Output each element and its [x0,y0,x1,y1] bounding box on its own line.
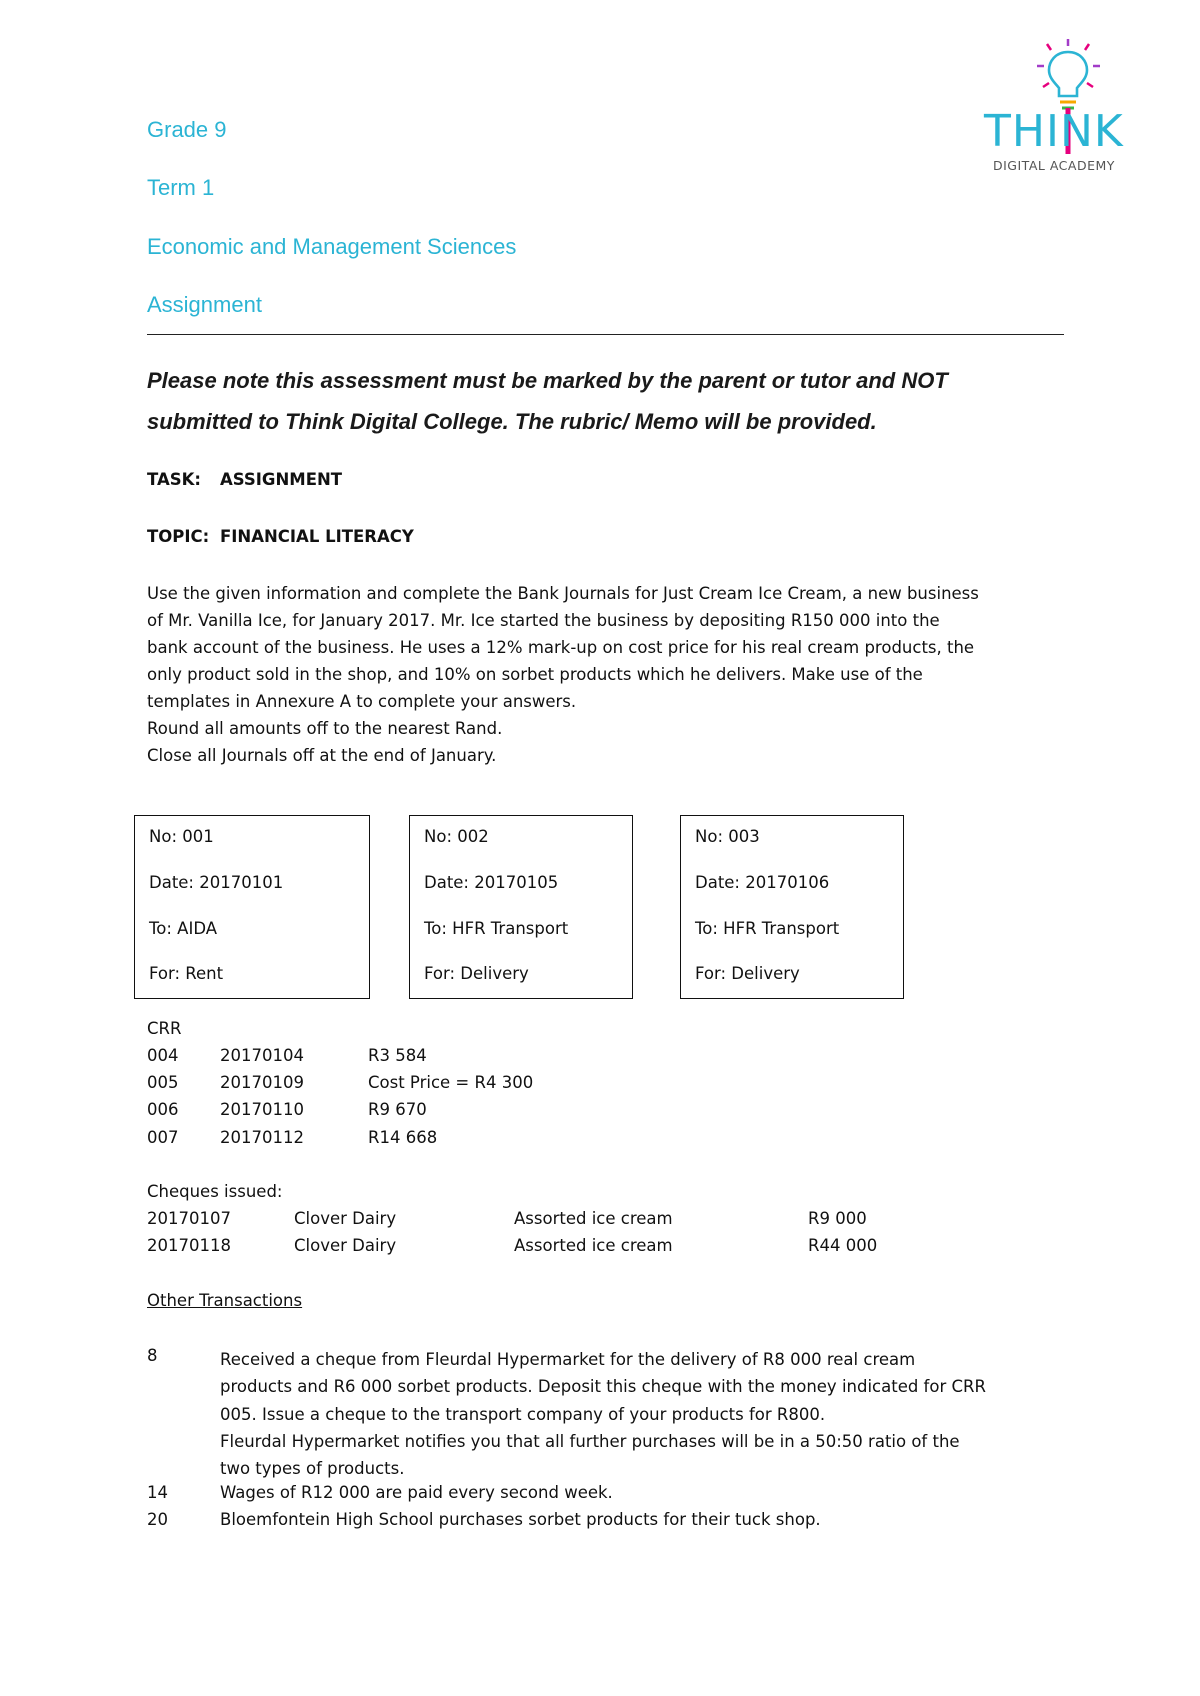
voucher-box-001 [134,815,370,999]
cheque-amount: R44 000 [808,1236,878,1255]
crr-number: 007 [147,1128,179,1147]
voucher-no: No: 001 [149,827,214,846]
voucher-to: To: HFR Transport [695,919,840,938]
crr-amount: Cost Price = R4 300 [368,1073,534,1092]
header-type: Assignment [147,292,262,317]
crr-date: 20170104 [220,1046,304,1065]
cheques-title: Cheques issued: [147,1182,283,1201]
crr-number: 005 [147,1073,179,1092]
instruction-line: templates in Annexure A to complete your answers. [147,692,577,711]
topic-value: FINANCIAL LITERACY [220,527,414,546]
transaction-line: Wages of R12 000 are paid every second week. [220,1483,613,1502]
voucher-for: For: Rent [149,964,224,983]
header-term: Term 1 [147,175,215,200]
voucher-to: To: AIDA [149,919,218,938]
voucher-box-002 [409,815,633,999]
cheque-date: 20170118 [147,1236,231,1255]
transaction-line: products and R6 000 sorbet products. Deposit this cheque with the money indicated for CRR [220,1377,986,1397]
transaction-text [220,1346,1070,1482]
voucher-date: Date: 20170105 [424,873,559,892]
header-subject: Economic and Management Sciences [147,234,517,259]
task-value: ASSIGNMENT [220,470,343,489]
transaction-day: 20 [147,1510,168,1529]
voucher-box-003 [680,815,904,999]
instruction-line: bank account of the business. He uses a 12% mark-up on cost price for his real cream products, the [147,638,975,657]
topic-label: TOPIC: [147,527,210,546]
voucher-to: To: HFR Transport [424,919,569,938]
voucher-date: Date: 20170101 [149,873,284,892]
crr-date: 20170110 [220,1100,304,1119]
transaction-line: two types of products. [220,1459,405,1479]
cheque-payee: Clover Dairy [294,1236,397,1255]
instruction-line: Use the given information and complete the Bank Journals for Just Cream Ice Cream, a new business [147,584,979,603]
instruction-line: Round all amounts off to the nearest Rand. [147,719,503,738]
voucher-for: For: Delivery [424,964,529,983]
voucher-date: Date: 20170106 [695,873,830,892]
crr-amount: R9 670 [368,1100,427,1119]
crr-title: CRR [147,1019,182,1038]
header-grade: Grade 9 [147,117,227,142]
header-divider [147,334,1064,335]
crr-date: 20170109 [220,1073,304,1092]
voucher-no: No: 002 [424,827,489,846]
logo-subtitle: DIGITAL ACADEMY [993,158,1115,173]
instruction-line: of Mr. Vanilla Ice, for January 2017. Mr. Ice started the business by depositing R150 000 into the [147,611,940,630]
task-label: TASK: [147,470,202,489]
crr-amount: R3 584 [368,1046,427,1065]
think-logo [975,36,1145,186]
crr-number: 004 [147,1046,179,1065]
transaction-line: 005. Issue a cheque to the transport company of your products for R800. [220,1404,826,1424]
crr-amount: R14 668 [368,1128,438,1147]
cheque-amount: R9 000 [808,1209,867,1228]
logo-word: THINK [984,106,1124,157]
note-line-2: submitted to Think Digital College. The rubric/ Memo will be provided. [147,409,877,434]
transaction-line: Bloemfontein High School purchases sorbet products for their tuck shop. [220,1510,821,1529]
crr-date: 20170112 [220,1128,304,1147]
note-line-1: Please note this assessment must be marked by the parent or tutor and NOT [147,368,948,393]
transaction-day: 14 [147,1483,168,1502]
instruction-line: Close all Journals off at the end of January. [147,746,497,765]
cheque-date: 20170107 [147,1209,231,1228]
other-transactions-title: Other Transactions [147,1291,303,1310]
voucher-no: No: 003 [695,827,760,846]
voucher-for: For: Delivery [695,964,800,983]
cheque-details: Assorted ice cream [514,1236,673,1255]
transaction-line: Received a cheque from Fleurdal Hypermarket for the delivery of R8 000 real cream [220,1350,916,1369]
transaction-day: 8 [147,1346,158,1365]
instruction-line: only product sold in the shop, and 10% on sorbet products which he delivers. Make use of the [147,665,923,684]
crr-number: 006 [147,1100,179,1119]
cheque-details: Assorted ice cream [514,1209,673,1228]
transaction-line: Fleurdal Hypermarket notifies you that all further purchases will be in a 50:50 ratio of the [220,1431,960,1451]
instructions [147,580,1067,769]
cheque-payee: Clover Dairy [294,1209,397,1228]
